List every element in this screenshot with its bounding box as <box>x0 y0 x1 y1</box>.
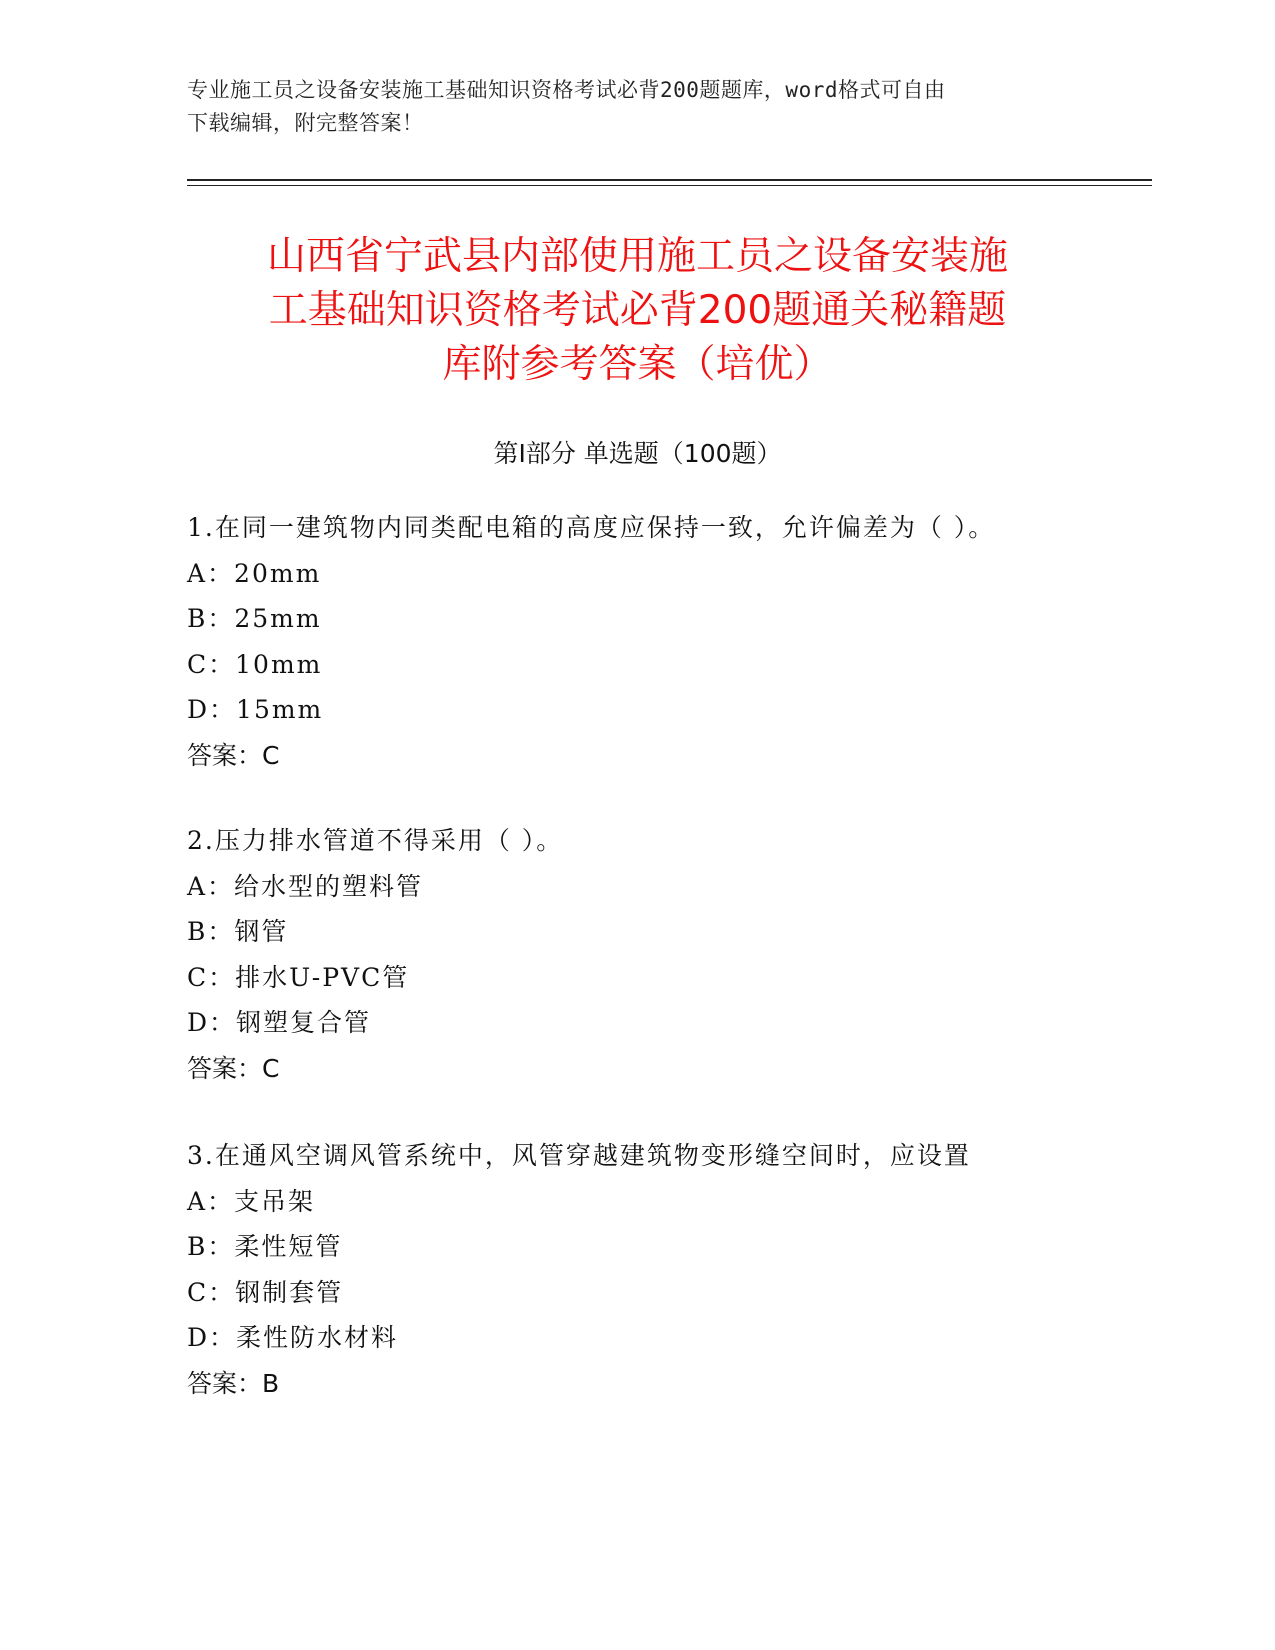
option-b: B：钢管 <box>187 917 289 946</box>
answer: 答案：B <box>187 1368 280 1398</box>
header-divider-thin <box>187 185 1152 186</box>
question-3 <box>187 1133 1087 1406</box>
header-note <box>187 74 1087 140</box>
answer: 答案：C <box>187 740 280 770</box>
document-title-line-1: 山西省宁武县内部使用施工员之设备安装施 <box>266 234 1008 279</box>
option-a: A：支吊架 <box>187 1186 316 1216</box>
document-title-line-3: 库附参考答案（培优） <box>442 342 833 387</box>
option-a: A：20mm <box>187 558 322 588</box>
section-heading: 第Ⅰ部分 单选题（100题） <box>493 439 782 468</box>
header-note-line-1: 专业施工员之设备安装施工基础知识资格考试必背200题题库，word格式可自由 <box>187 78 946 102</box>
question-2 <box>187 818 1087 1091</box>
header-divider-thick <box>187 179 1152 181</box>
answer: 答案：C <box>187 1053 280 1083</box>
option-a: A：给水型的塑料管 <box>187 871 424 901</box>
question-stem: 2.压力排水管道不得采用（ ）。 <box>187 826 564 855</box>
question-stem: 3.在通风空调风管系统中，风管穿越建筑物变形缝空间时，应设置 <box>187 1141 971 1170</box>
option-c: C：10mm <box>187 649 323 679</box>
header-note-line-2: 下载编辑，附完整答案！ <box>187 111 424 135</box>
option-d: D：钢塑复合管 <box>187 1008 372 1037</box>
document-title-line-2: 工基础知识资格考试必背200题通关秘籍题 <box>268 288 1007 333</box>
option-d: D：柔性防水材料 <box>187 1323 399 1352</box>
option-d: D：15mm <box>187 695 324 724</box>
option-c: C：排水U-PVC管 <box>187 962 410 992</box>
question-stem: 1.在同一建筑物内同类配电箱的高度应保持一致，允许偏差为（ ）。 <box>187 513 996 542</box>
question-1 <box>187 505 1087 778</box>
option-b: B：25mm <box>187 604 322 633</box>
document-title <box>190 230 1085 392</box>
option-c: C：钢制套管 <box>187 1277 344 1307</box>
option-b: B：柔性短管 <box>187 1232 343 1261</box>
